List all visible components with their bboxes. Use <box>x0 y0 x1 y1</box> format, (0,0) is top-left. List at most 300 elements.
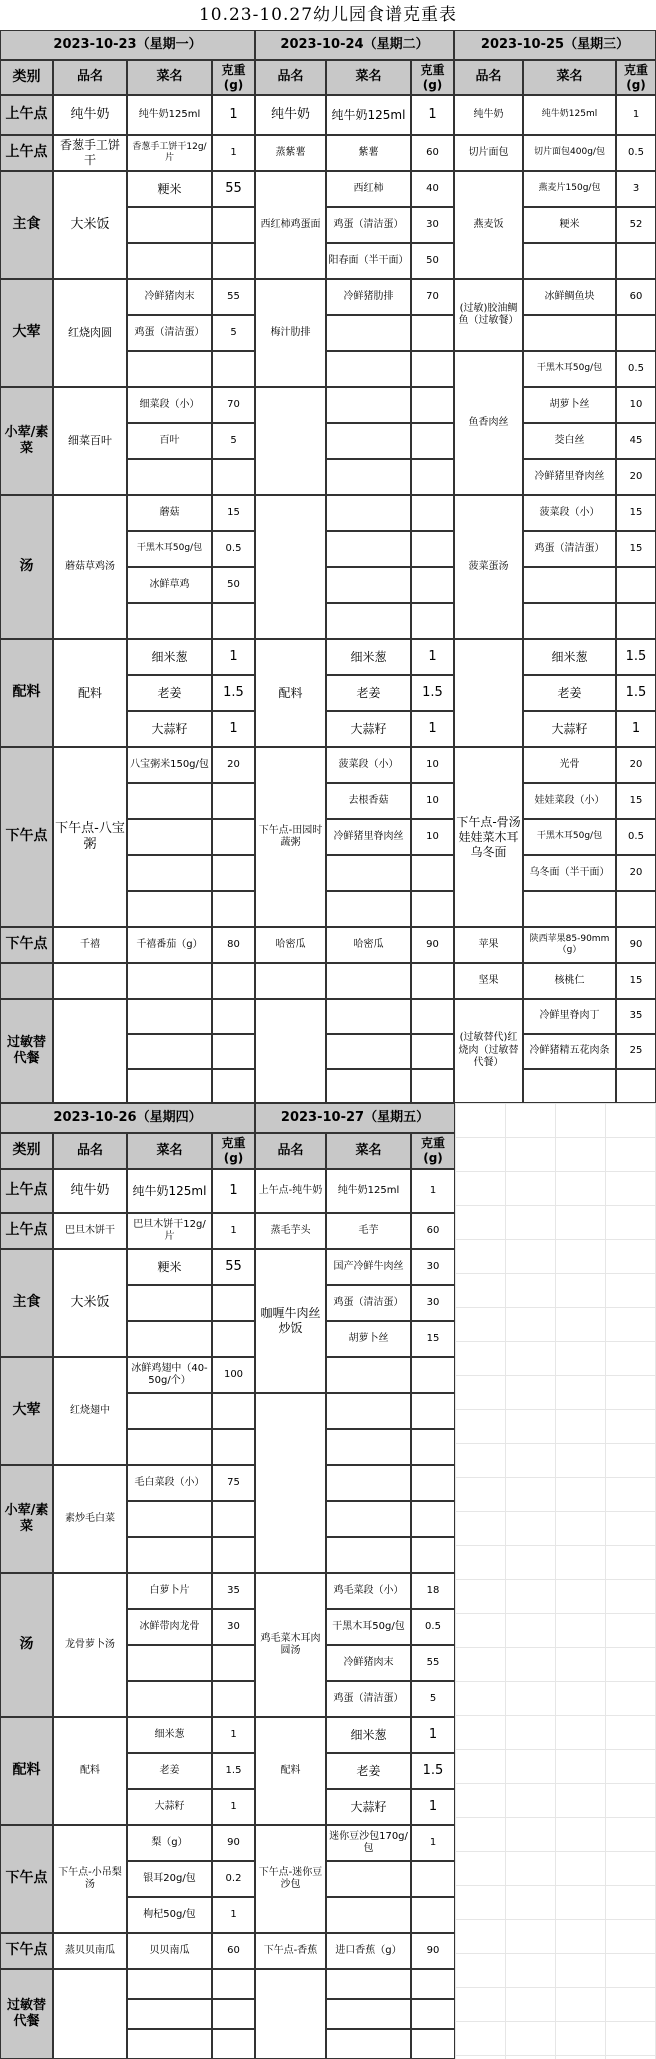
table-cell: 30 <box>411 1249 455 1285</box>
table-cell <box>53 999 127 1103</box>
table-cell: 52 <box>616 207 656 243</box>
table-cell: 阳春面（半干面） <box>326 243 411 279</box>
table-cell: 西红柿鸡蛋面 <box>255 171 326 279</box>
table-cell <box>127 855 212 891</box>
table-cell: 鸡蛋（清洁蛋） <box>326 1681 411 1717</box>
table-cell <box>212 1285 255 1321</box>
table-cell: 纯牛奶 <box>53 1169 127 1213</box>
table-cell <box>326 459 411 495</box>
table-cell <box>127 207 212 243</box>
table-cell: 冷鲜猪肉末 <box>127 279 212 315</box>
table-cell: 大蒜籽 <box>326 1789 411 1825</box>
table-cell: 老姜 <box>523 675 616 711</box>
table-cell: 0.5 <box>616 135 656 171</box>
empty-sheet-area <box>455 1103 656 2059</box>
table-cell: 15 <box>616 531 656 567</box>
table-cell <box>127 1034 212 1069</box>
table-cell <box>616 891 656 927</box>
table-cell <box>523 243 616 279</box>
header-cell: 菜名 <box>326 1133 411 1169</box>
table-cell <box>255 1969 326 2059</box>
header-cell: 品名 <box>255 1133 326 1169</box>
table-cell <box>411 1501 455 1537</box>
table-cell <box>212 1645 255 1681</box>
table-cell: 菠菜段（小） <box>523 495 616 531</box>
table-cell <box>411 1537 455 1573</box>
table-cell <box>212 1501 255 1537</box>
table-cell: 迷你豆沙包170g/包 <box>326 1825 411 1861</box>
table-cell <box>523 315 616 351</box>
table-cell: 20 <box>616 459 656 495</box>
table-cell: 55 <box>411 1645 455 1681</box>
table-cell <box>326 531 411 567</box>
table-cell <box>53 1969 127 2059</box>
table-cell <box>127 1393 212 1429</box>
table-cell: 10 <box>411 783 454 819</box>
table-cell <box>326 387 411 423</box>
table-cell: 70 <box>411 279 454 315</box>
table-cell <box>127 1645 212 1681</box>
table-cell: 老姜 <box>127 1753 212 1789</box>
table-cell <box>212 963 255 999</box>
table-cell: 1 <box>212 1717 255 1753</box>
table-cell: 西红柿 <box>326 171 411 207</box>
table-cell: 0.2 <box>212 1861 255 1897</box>
table-cell: 1 <box>411 1825 455 1861</box>
table-cell <box>127 351 212 387</box>
table-cell: 纯牛奶125ml <box>326 1169 411 1213</box>
table-cell <box>411 531 454 567</box>
table-cell: (过敏)胶油鲷鱼（过敏餐） <box>454 279 523 351</box>
table-cell: 鸡蛋（清洁蛋） <box>326 207 411 243</box>
table-cell: 1 <box>212 95 255 135</box>
table-cell: 素炒毛白菜 <box>53 1465 127 1573</box>
category-cell: 小荤/素菜 <box>0 1465 53 1573</box>
table-cell <box>127 1501 212 1537</box>
header-cell: 品名 <box>255 60 326 95</box>
table-cell: 100 <box>212 1357 255 1393</box>
table-cell <box>212 1681 255 1717</box>
table-cell <box>326 963 411 999</box>
table-cell: 冰鲜鲷鱼块 <box>523 279 616 315</box>
table-cell <box>212 243 255 279</box>
table-cell: 细米葱 <box>326 1717 411 1753</box>
table-cell <box>411 1999 455 2029</box>
table-cell <box>326 351 411 387</box>
table-cell <box>212 1429 255 1465</box>
category-cell: 下午点 <box>0 927 53 963</box>
table-cell: 10 <box>616 387 656 423</box>
table-cell: 1.5 <box>616 675 656 711</box>
table-cell: 1 <box>411 1717 455 1753</box>
table-cell: 大蒜籽 <box>523 711 616 747</box>
table-cell: 细米葱 <box>523 639 616 675</box>
table-cell: 冷鲜猪里脊肉丝 <box>523 459 616 495</box>
table-cell: 1.5 <box>411 1753 455 1789</box>
table-cell <box>326 1897 411 1933</box>
table-cell <box>523 891 616 927</box>
table-cell <box>616 243 656 279</box>
header-cell: 克重(g) <box>212 1133 255 1169</box>
category-cell: 下午点 <box>0 747 53 927</box>
table-cell <box>616 315 656 351</box>
table-cell <box>212 1321 255 1357</box>
table-cell <box>127 999 212 1034</box>
table-cell <box>326 1429 411 1465</box>
table-cell <box>127 1537 212 1573</box>
category-cell: 小荤/素菜 <box>0 387 53 495</box>
table-cell: 纯牛奶125ml <box>523 95 616 135</box>
table-cell <box>454 639 523 747</box>
table-cell: 5 <box>212 423 255 459</box>
table-cell <box>326 1069 411 1103</box>
table-cell <box>212 459 255 495</box>
table-cell <box>411 1034 454 1069</box>
table-cell <box>212 2029 255 2059</box>
table-cell: 1 <box>411 711 454 747</box>
table-cell: 上午点-纯牛奶 <box>255 1169 326 1213</box>
table-cell: 八宝粥米150g/包 <box>127 747 212 783</box>
table-cell <box>127 459 212 495</box>
table-cell: 毛芋 <box>326 1213 411 1249</box>
table-cell: 蘑菇草鸡汤 <box>53 495 127 639</box>
table-cell: 细米葱 <box>127 1717 212 1753</box>
table-cell: 冷鲜里脊肉丁 <box>523 999 616 1034</box>
table-cell <box>127 1969 212 1999</box>
category-cell: 过敏替代餐 <box>0 1969 53 2059</box>
table-cell: 去根香菇 <box>326 783 411 819</box>
table-cell <box>411 891 454 927</box>
table-cell: 15 <box>212 495 255 531</box>
table-cell: 光骨 <box>523 747 616 783</box>
table-cell: 粳米 <box>523 207 616 243</box>
table-cell: 龙骨萝卜汤 <box>53 1573 127 1717</box>
table-cell <box>255 387 326 495</box>
table-cell: 20 <box>616 747 656 783</box>
table-cell: 90 <box>616 927 656 963</box>
table-cell: 梅汁肋排 <box>255 279 326 387</box>
table-cell: 1 <box>411 639 454 675</box>
table-cell: 蒸毛芋头 <box>255 1213 326 1249</box>
category-cell: 上午点 <box>0 1213 53 1249</box>
table-cell: 老姜 <box>326 1753 411 1789</box>
table-cell: 巴旦木饼干 <box>53 1213 127 1249</box>
header-cell: 2023-10-23（星期一） <box>0 30 255 60</box>
table-cell: 大蒜籽 <box>127 1789 212 1825</box>
table-cell: 50 <box>411 243 454 279</box>
page-title: 10.23-10.27幼儿园食谱克重表 <box>198 5 458 25</box>
table-cell <box>212 207 255 243</box>
table-cell: 60 <box>411 1213 455 1249</box>
table-cell: 哈密瓜 <box>255 927 326 963</box>
table-cell <box>411 603 454 639</box>
table-cell: 0.5 <box>411 1609 455 1645</box>
table-cell: 15 <box>411 1321 455 1357</box>
table-cell: 90 <box>411 927 454 963</box>
table-cell: 老姜 <box>127 675 212 711</box>
table-cell: 1 <box>212 1897 255 1933</box>
table-cell <box>326 315 411 351</box>
table-cell: 1 <box>212 1789 255 1825</box>
table-cell: 75 <box>212 1465 255 1501</box>
table-cell: 配料 <box>53 639 127 747</box>
table-cell: 贝贝南瓜 <box>127 1933 212 1969</box>
table-cell: (过敏替代)红烧肉（过敏替代餐） <box>454 999 523 1103</box>
table-cell: 香葱手工饼干 <box>53 135 127 171</box>
category-cell <box>0 963 53 999</box>
table-cell: 配料 <box>53 1717 127 1825</box>
table-cell: 0.5 <box>616 819 656 855</box>
table-cell <box>411 963 454 999</box>
table-cell: 冷鲜猪肋排 <box>326 279 411 315</box>
table-cell: 巴旦木饼干12g/片 <box>127 1213 212 1249</box>
table-cell <box>616 603 656 639</box>
table-cell <box>411 1429 455 1465</box>
table-cell: 茭白丝 <box>523 423 616 459</box>
table-cell: 冰鲜鸡翅中（40-50g/个） <box>127 1357 212 1393</box>
table-cell: 胡萝卜丝 <box>523 387 616 423</box>
table-cell: 冷鲜猪精五花肉条 <box>523 1034 616 1069</box>
header-cell: 克重(g) <box>212 60 255 95</box>
table-cell: 1 <box>212 711 255 747</box>
table-cell: 千禧 <box>53 927 127 963</box>
table-cell <box>326 1969 411 1999</box>
table-cell: 香葱手工饼干12g/片 <box>127 135 212 171</box>
table-cell <box>127 891 212 927</box>
table-cell: 1 <box>212 1169 255 1213</box>
table-cell <box>212 855 255 891</box>
table-cell <box>326 1357 411 1393</box>
table-cell: 1.5 <box>212 675 255 711</box>
table-cell: 干黑木耳50g/包 <box>326 1609 411 1645</box>
table-cell: 40 <box>411 171 454 207</box>
table-cell: 纯牛奶125ml <box>127 95 212 135</box>
table-cell: 红烧翅中 <box>53 1357 127 1465</box>
table-cell: 1 <box>616 95 656 135</box>
table-cell <box>411 315 454 351</box>
table-cell <box>411 1861 455 1897</box>
table-cell: 鱼香肉丝 <box>454 351 523 495</box>
table-cell <box>326 891 411 927</box>
table-cell: 百叶 <box>127 423 212 459</box>
table-cell: 银耳20g/包 <box>127 1861 212 1897</box>
table-cell: 80 <box>212 927 255 963</box>
table-cell: 纯牛奶 <box>255 95 326 135</box>
table-cell: 45 <box>616 423 656 459</box>
table-cell: 鸡蛋（清洁蛋） <box>326 1285 411 1321</box>
table-cell: 90 <box>411 1933 455 1969</box>
table-cell <box>411 1393 455 1429</box>
table-cell: 咖喱牛肉丝炒饭 <box>255 1249 326 1393</box>
table-cell: 细米葱 <box>326 639 411 675</box>
table-cell <box>127 2029 212 2059</box>
table-cell <box>616 1069 656 1103</box>
header-cell: 品名 <box>53 60 127 95</box>
table-cell: 下午点-迷你豆沙包 <box>255 1825 326 1933</box>
table-cell: 细菜段（小） <box>127 387 212 423</box>
header-cell: 2023-10-25（星期三） <box>454 30 656 60</box>
table-cell <box>127 1285 212 1321</box>
header-cell: 菜名 <box>127 60 212 95</box>
table-cell: 5 <box>411 1681 455 1717</box>
header-cell: 克重(g) <box>411 1133 455 1169</box>
table-cell <box>127 1321 212 1357</box>
table-cell: 55 <box>212 1249 255 1285</box>
table-cell <box>127 1429 212 1465</box>
table-cell: 梨（g） <box>127 1825 212 1861</box>
table-cell: 20 <box>616 855 656 891</box>
table-cell: 55 <box>212 279 255 315</box>
table-cell: 鸡蛋（清洁蛋） <box>523 531 616 567</box>
table-cell <box>127 603 212 639</box>
table-cell: 冰鲜带肉龙骨 <box>127 1609 212 1645</box>
header-cell: 2023-10-27（星期五） <box>255 1103 455 1133</box>
category-cell: 类别 <box>0 60 53 95</box>
table-cell <box>326 603 411 639</box>
table-cell: 哈密瓜 <box>326 927 411 963</box>
category-cell: 上午点 <box>0 1169 53 1213</box>
header-cell: 2023-10-26（星期四） <box>0 1103 255 1133</box>
table-cell: 18 <box>411 1573 455 1609</box>
header-cell: 菜名 <box>523 60 616 95</box>
table-cell: 干黑木耳50g/包 <box>523 351 616 387</box>
header-cell: 菜名 <box>127 1133 212 1169</box>
table-cell: 下午点-田园时蔬粥 <box>255 747 326 927</box>
table-cell: 菠菜段（小） <box>326 747 411 783</box>
table-cell: 干黑木耳50g/包 <box>523 819 616 855</box>
table-cell <box>212 1393 255 1429</box>
table-cell <box>523 603 616 639</box>
table-cell <box>127 1681 212 1717</box>
table-cell: 进口香蕉（g） <box>326 1933 411 1969</box>
table-cell: 粳米 <box>127 1249 212 1285</box>
table-cell <box>212 819 255 855</box>
table-cell: 1 <box>212 135 255 171</box>
table-cell: 娃娃菜段（小） <box>523 783 616 819</box>
table-cell: 燕麦饭 <box>454 171 523 279</box>
category-cell: 主食 <box>0 171 53 279</box>
table-cell: 50 <box>212 567 255 603</box>
table-cell: 细菜百叶 <box>53 387 127 495</box>
table-cell <box>255 963 326 999</box>
table-cell: 切片面包400g/包 <box>523 135 616 171</box>
table-cell <box>411 423 454 459</box>
table-cell <box>212 999 255 1034</box>
table-cell <box>411 459 454 495</box>
table-cell <box>326 1034 411 1069</box>
table-cell: 1 <box>212 1213 255 1249</box>
category-cell: 过敏替代餐 <box>0 999 53 1103</box>
category-cell: 下午点 <box>0 1825 53 1933</box>
table-cell: 1 <box>411 1789 455 1825</box>
header-cell: 克重(g) <box>616 60 656 95</box>
table-cell: 老姜 <box>326 675 411 711</box>
table-cell: 60 <box>616 279 656 315</box>
table-cell <box>523 1069 616 1103</box>
category-cell: 大荤 <box>0 1357 53 1465</box>
table-cell <box>411 1357 455 1393</box>
table-cell <box>326 2029 411 2059</box>
header-cell: 品名 <box>53 1133 127 1169</box>
table-cell <box>127 243 212 279</box>
category-cell: 上午点 <box>0 95 53 135</box>
table-cell <box>411 387 454 423</box>
table-cell <box>326 1501 411 1537</box>
table-cell: 1 <box>212 639 255 675</box>
table-cell: 20 <box>212 747 255 783</box>
table-cell: 配料 <box>255 1717 326 1825</box>
category-cell: 汤 <box>0 1573 53 1717</box>
table-cell: 大蒜籽 <box>127 711 212 747</box>
header-cell: 菜名 <box>326 60 411 95</box>
table-cell: 10 <box>411 819 454 855</box>
table-cell: 陕西苹果85-90mm（g） <box>523 927 616 963</box>
table-cell: 粳米 <box>127 171 212 207</box>
table-cell: 30 <box>411 1285 455 1321</box>
table-cell: 90 <box>212 1825 255 1861</box>
table-cell: 1 <box>411 1169 455 1213</box>
table-cell <box>326 999 411 1034</box>
table-cell: 冷鲜猪肉末 <box>326 1645 411 1681</box>
table-cell: 纯牛奶125ml <box>127 1169 212 1213</box>
table-cell: 0.5 <box>616 351 656 387</box>
table-cell <box>212 1069 255 1103</box>
table-cell <box>523 567 616 603</box>
table-cell: 35 <box>212 1573 255 1609</box>
table-cell: 干黑木耳50g/包 <box>127 531 212 567</box>
table-cell: 下午点-八宝粥 <box>53 747 127 927</box>
table-cell: 国产冷鲜牛肉丝 <box>326 1249 411 1285</box>
table-cell <box>255 495 326 639</box>
category-cell: 大荤 <box>0 279 53 387</box>
category-cell: 配料 <box>0 1717 53 1825</box>
table-cell: 配料 <box>255 639 326 747</box>
table-cell: 坚果 <box>454 963 523 999</box>
table-cell: 鸡蛋（清洁蛋） <box>127 315 212 351</box>
table-cell: 35 <box>616 999 656 1034</box>
table-cell: 鸡毛菜段（小） <box>326 1573 411 1609</box>
table-cell: 1.5 <box>212 1753 255 1789</box>
table-cell <box>53 963 127 999</box>
table-cell: 1 <box>616 711 656 747</box>
table-cell: 蒸紫薯 <box>255 135 326 171</box>
table-cell: 蒸贝贝南瓜 <box>53 1933 127 1969</box>
table-cell <box>411 1465 455 1501</box>
table-cell: 15 <box>616 495 656 531</box>
table-cell: 苹果 <box>454 927 523 963</box>
table-cell: 胡萝卜丝 <box>326 1321 411 1357</box>
table-cell <box>127 819 212 855</box>
table-cell <box>326 1861 411 1897</box>
table-cell <box>127 1069 212 1103</box>
table-cell: 千禧番茄（g） <box>127 927 212 963</box>
table-cell: 枸杞50g/包 <box>127 1897 212 1933</box>
table-cell <box>616 567 656 603</box>
table-cell <box>127 1999 212 2029</box>
table-cell <box>212 1969 255 1999</box>
table-cell: 纯牛奶 <box>454 95 523 135</box>
table-cell: 白萝卜片 <box>127 1573 212 1609</box>
table-cell: 60 <box>411 135 454 171</box>
table-cell <box>326 495 411 531</box>
table-cell: 0.5 <box>212 531 255 567</box>
table-cell <box>411 855 454 891</box>
table-cell: 1.5 <box>411 675 454 711</box>
table-cell: 红烧肉圆 <box>53 279 127 387</box>
table-cell: 1 <box>411 95 454 135</box>
category-cell: 类别 <box>0 1133 53 1169</box>
table-cell <box>411 495 454 531</box>
